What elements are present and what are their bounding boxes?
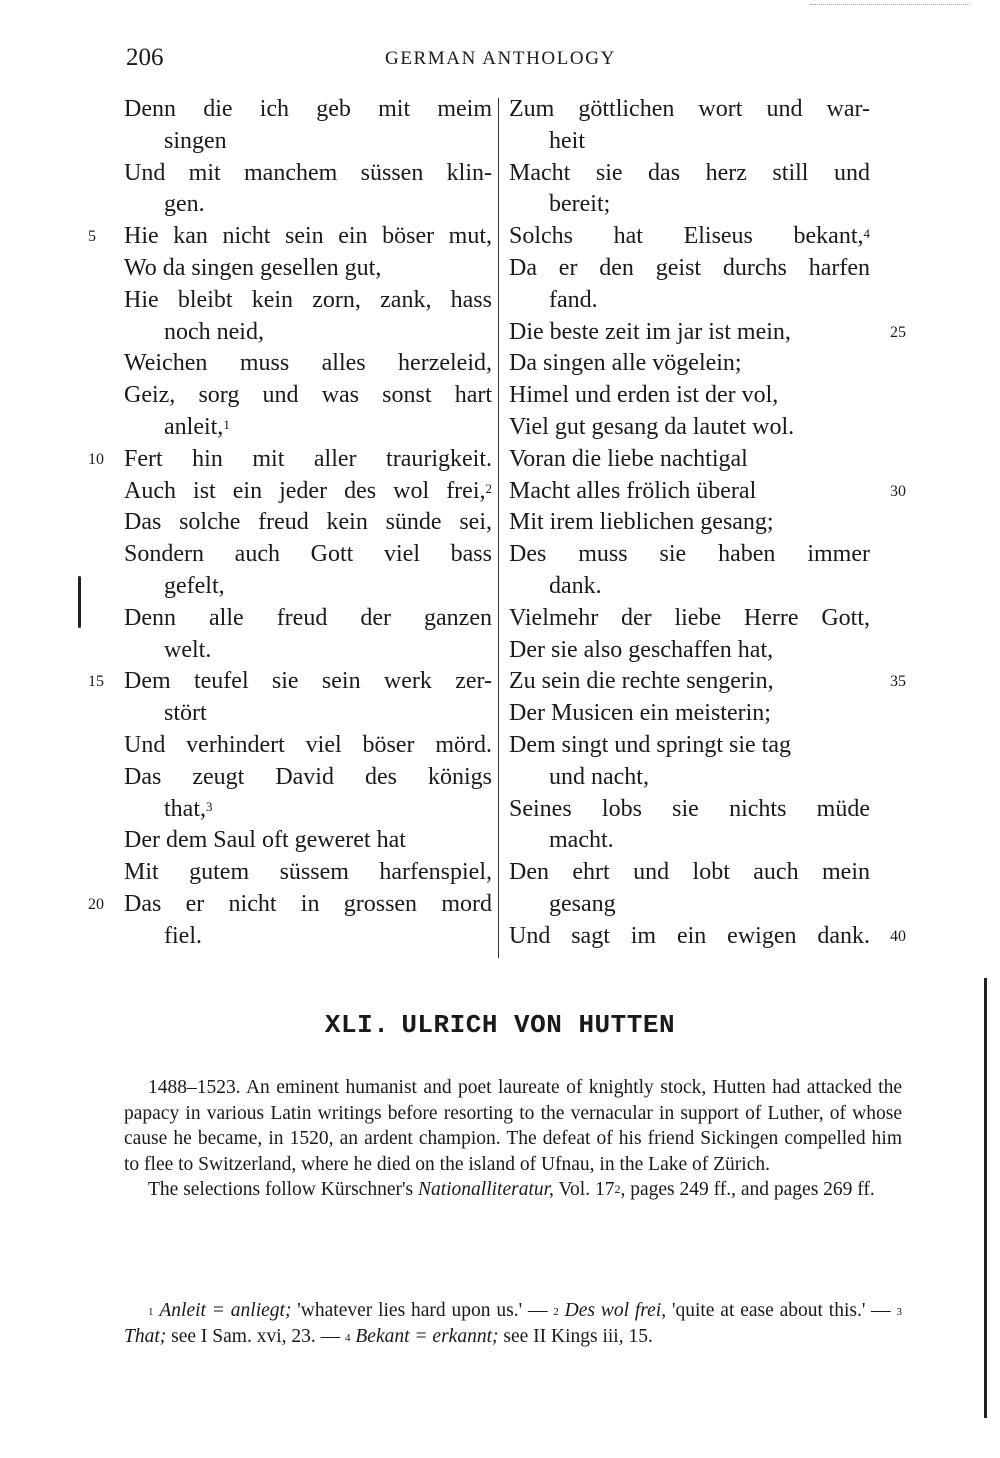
poem-line-text: Mit gutem süssem harfenspiel,	[124, 859, 492, 886]
footnote	[345, 1326, 653, 1347]
footnote	[553, 1300, 896, 1321]
footnotes	[124, 1298, 902, 1349]
footnote	[148, 1300, 553, 1321]
poem-line	[509, 253, 870, 285]
poem-line-text: Das zeugt David des königs	[124, 763, 492, 790]
poem-line-text: Denn alle freud der ganzen	[124, 604, 492, 631]
footnote-number: 2	[553, 1306, 559, 1318]
poem-line	[509, 285, 870, 317]
poem-line-text: Denn die ich geb mit meim	[124, 96, 492, 122]
footnote-ref: 3	[206, 798, 213, 814]
poem-line	[509, 158, 870, 190]
poem-line-text: Und sagt im ein ewigen dank.	[509, 922, 870, 949]
poem-line	[124, 253, 492, 285]
footnote-ref: 2	[485, 480, 492, 496]
poem-line-text: und nacht,	[549, 763, 649, 790]
poem-line-text: Da singen alle vögelein;	[509, 350, 742, 377]
poem-line-text: noch neid,	[164, 318, 264, 345]
poem-line-text: Zu sein die rechte sengerin,	[509, 668, 774, 695]
poem-line-text: Dem teufel sie sein werk zer-	[124, 668, 492, 695]
page-number: 206	[126, 44, 164, 71]
poem-line	[124, 94, 492, 126]
poem-line-text: Viel gut gesang da lautet wol.	[509, 413, 795, 440]
poem-line	[509, 189, 870, 221]
poem-line-text: Der dem Saul oft geweret hat	[124, 827, 406, 854]
poem-line-text: gen.	[164, 191, 205, 218]
poem-line	[509, 698, 870, 730]
poem-line-text: Hie kan nicht sein ein böser mut,	[124, 223, 492, 250]
footnote-term: That;	[124, 1325, 167, 1347]
poem-line	[509, 317, 906, 349]
running-title: GERMAN ANTHOLOGY	[385, 48, 616, 69]
poem-line	[509, 762, 870, 794]
poem-line	[509, 825, 870, 857]
poem-line-text: dank.	[549, 572, 602, 599]
poem-line	[124, 635, 492, 667]
poem-line-text: Solchs hat Eliseus bekant,	[509, 223, 864, 250]
sources-volume: Vol. 17	[553, 1179, 615, 1201]
poem-line-text: Da er den geist durchs harfen	[509, 254, 870, 281]
poem-line	[124, 730, 492, 762]
poem-line	[509, 921, 906, 953]
top-edge-mark	[810, 4, 970, 5]
poem-line-text: fand.	[549, 286, 598, 313]
sources-volume-sup: 2	[614, 1182, 621, 1197]
poem-line-text: singen	[164, 127, 227, 154]
poem-line	[124, 158, 492, 190]
line-number: 35	[890, 673, 906, 691]
poem-line-text: gesang	[549, 890, 616, 917]
poem-line-text: Des muss sie haben immer	[509, 541, 870, 568]
poem-line-text: Und verhindert viel böser mörd.	[124, 731, 492, 758]
poem-line-text: Wo da singen gesellen gut,	[124, 254, 382, 281]
poem-line	[509, 380, 870, 412]
line-number: 5	[88, 228, 96, 246]
poem-line	[509, 889, 870, 921]
poem-line-text: Auch ist ein jeder des wol frei,	[124, 477, 486, 504]
poem-line	[509, 221, 870, 253]
poem-line-text: Voran die liebe nachtigal	[509, 445, 748, 472]
poem-line-text: that,	[164, 795, 206, 822]
poem-line	[88, 221, 492, 253]
poem-line	[124, 762, 492, 794]
poem-line	[124, 539, 492, 571]
poem-line-text: Das er nicht in grossen mord	[124, 890, 492, 917]
poem-line	[509, 94, 870, 126]
section-heading	[0, 1010, 1000, 1040]
poem-line-text: bereit;	[549, 191, 611, 218]
poem-line-text: Das solche freud kein sünde sei,	[124, 509, 492, 536]
line-number: 40	[890, 927, 906, 945]
line-number: 25	[890, 323, 906, 341]
poem-line-text: Die beste zeit im jar ist mein,	[509, 318, 791, 345]
poem-line	[509, 412, 870, 444]
poem-line-text: Zum göttlichen wort und war-	[509, 96, 870, 122]
section-introduction	[124, 1075, 902, 1203]
poem-line	[124, 317, 492, 349]
poem-line-text: welt.	[164, 636, 212, 663]
footnote-gloss: 'whatever lies hard upon us.' —	[291, 1300, 554, 1321]
page-edge-mark	[984, 978, 987, 1418]
margin-pencil-mark	[78, 576, 81, 628]
section-name: ULRICH VON HUTTEN	[401, 1010, 676, 1040]
poem-line	[509, 666, 906, 698]
poem-line-text: Fert hin mit aller traurigkeit.	[124, 445, 492, 472]
poem-line-text: gefelt,	[164, 572, 225, 599]
footnote-gloss: 'quite at ease about this.' —	[666, 1300, 897, 1321]
poem-line-text: Geiz, sorg und was sonst hart	[124, 382, 492, 409]
poem-line	[124, 857, 492, 889]
poem-line	[509, 476, 906, 508]
poem-line	[124, 380, 492, 412]
poem-line	[124, 921, 492, 953]
footnote-ref: 1	[223, 416, 230, 432]
line-number: 30	[890, 482, 906, 500]
poem-line	[509, 348, 870, 380]
poem-line-text: Vielmehr der liebe Herre Gott,	[509, 604, 870, 631]
footnote-number: 1	[148, 1306, 154, 1318]
poem-line	[124, 825, 492, 857]
column-divider	[498, 98, 499, 958]
intro-paragraph: 1488–1523. An eminent humanist and poet laureate of knightly stock, Hutten had attacked the papacy in various Latin writings before resorting to the vernacular in support of Luther, of whose cause he became, in 1520, an ardent champion. The defeat of his friend Sickingen compelled him to flee to Switzerland, where he died on the island of Ufnau, in the Lake of Zürich.	[124, 1077, 902, 1175]
poem-line	[124, 285, 492, 317]
poem-line-text: anleit,	[164, 413, 224, 440]
poem-column-left	[88, 94, 492, 953]
poem-line	[509, 444, 870, 476]
footnote-term: Anleit = anliegt;	[159, 1300, 292, 1321]
poem-line-text: Mit irem lieblichen gesang;	[509, 509, 774, 536]
poem-column-right	[509, 94, 906, 953]
poem-line	[124, 507, 492, 539]
sources-title: Nationalliteratur,	[417, 1179, 554, 1201]
poem-line	[124, 189, 492, 221]
poem-line	[88, 889, 492, 921]
poem-line	[509, 507, 870, 539]
poem-line	[509, 539, 870, 571]
poem-line-text: Dem singt und springt sie tag	[509, 731, 791, 758]
poem-line-text: fiel.	[164, 922, 202, 949]
section-numeral: XLI.	[324, 1010, 390, 1040]
poem-line	[509, 730, 870, 762]
footnote-term: Bekant = erkannt;	[355, 1325, 499, 1347]
poem-line-text: Himel und erden ist der vol,	[509, 382, 779, 409]
poem-line	[509, 603, 870, 635]
poem-line-text: macht.	[549, 827, 614, 854]
intro-sources	[124, 1177, 902, 1203]
footnote-gloss: see I Sam. xvi, 23. —	[166, 1325, 345, 1347]
poem-line	[509, 794, 870, 826]
line-number: 20	[88, 895, 104, 913]
poem-line-text: Seines lobs sie nichts müde	[509, 795, 870, 822]
sources-pages: , pages 249 ff., and pages 269 ff.	[620, 1179, 875, 1201]
poem-line-text: Sondern auch Gott viel bass	[124, 541, 492, 568]
poem-line	[124, 794, 492, 826]
poem-line	[509, 126, 870, 158]
poem-line-text: Weichen muss alles herzeleid,	[124, 350, 492, 377]
poem-line-text: Und mit manchem süssen klin-	[124, 159, 492, 186]
line-number: 15	[88, 673, 104, 691]
footnote-ref: 4	[863, 226, 870, 242]
poem-line	[124, 476, 492, 508]
sources-text: The selections follow Kürschner's	[148, 1179, 418, 1201]
poem-line-text: Den ehrt und lobt auch mein	[509, 859, 870, 886]
poem-line-text: Macht sie das herz still und	[509, 159, 870, 186]
poem-line-text: heit	[549, 127, 585, 154]
poem-line-text: Der sie also geschaffen hat,	[509, 636, 774, 663]
poem-line	[88, 444, 492, 476]
line-number: 10	[88, 450, 104, 468]
poem-line	[124, 412, 492, 444]
poem-line	[509, 571, 870, 603]
footnote-number: 4	[345, 1331, 351, 1344]
poem-line	[509, 635, 870, 667]
footnote-number: 3	[896, 1306, 903, 1318]
poem-line	[509, 857, 870, 889]
poem-line	[124, 571, 492, 603]
footnote-term: Des wol frei,	[564, 1300, 667, 1321]
poem-line-text: Macht alles frölich überal	[509, 477, 757, 504]
footnote-gloss: see II Kings iii, 15.	[498, 1325, 653, 1347]
poem-line	[124, 698, 492, 730]
poem-line	[124, 348, 492, 380]
poem-line-text: stört	[164, 700, 207, 727]
poem-line-text: Der Musicen ein meisterin;	[509, 700, 771, 727]
poem-line	[124, 126, 492, 158]
poem-line	[124, 603, 492, 635]
poem-line-text: Hie bleibt kein zorn, zank, hass	[124, 286, 492, 313]
poem-line	[88, 666, 492, 698]
